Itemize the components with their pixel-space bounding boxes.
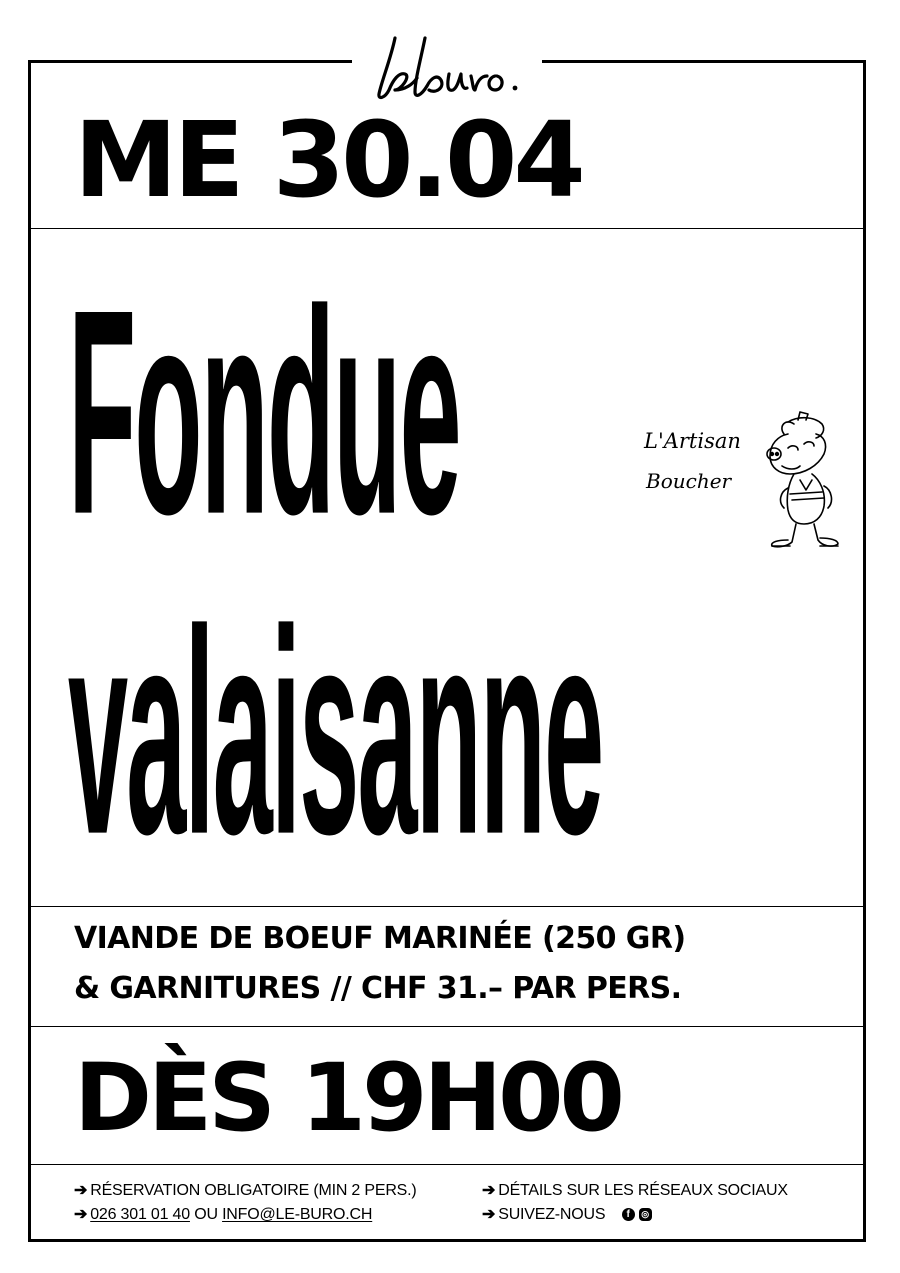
event-time: DÈS 19H00: [74, 1044, 621, 1153]
arrow-icon: ➔: [74, 1182, 88, 1199]
facebook-icon[interactable]: f: [622, 1208, 635, 1221]
event-description-line-1: VIANDE DE BOEUF MARINÉE (250 GR): [74, 921, 686, 956]
partner-name-line-2: Boucher: [646, 469, 732, 493]
event-title-line-2: valaisanne: [68, 570, 603, 896]
butcher-partner-logo: [638, 408, 848, 558]
event-description-line-2: & GARNITURES // CHF 31.– PAR PERS.: [74, 971, 682, 1006]
arrow-icon: ➔: [74, 1206, 88, 1223]
arrow-icon: ➔: [482, 1182, 496, 1199]
partner-name-line-1: L'Artisan: [644, 429, 741, 453]
phone-link[interactable]: 026 301 01 40: [90, 1206, 190, 1223]
divider-footer: [31, 1164, 863, 1165]
pig-butcher-illustration: [767, 412, 838, 547]
instagram-icon[interactable]: ◎: [639, 1208, 652, 1221]
event-title-line-1: Fondue: [68, 250, 460, 576]
email-link[interactable]: INFO@LE-BURO.CH: [222, 1206, 373, 1223]
footer-reservation: [74, 1183, 417, 1199]
or-text: OU: [194, 1206, 218, 1223]
footer-details: [482, 1183, 788, 1199]
divider-middle: [31, 906, 863, 907]
divider-lower: [31, 1026, 863, 1027]
logo-signature: [365, 28, 545, 108]
details-text: DÉTAILS SUR LES RÉSEAUX SOCIAUX: [498, 1182, 788, 1199]
divider-top: [31, 228, 863, 229]
arrow-icon: ➔: [482, 1206, 496, 1223]
footer-follow: [482, 1207, 652, 1223]
follow-text: SUIVEZ-NOUS: [498, 1206, 606, 1223]
event-date: ME 30.04: [74, 99, 582, 221]
reservation-text: RÉSERVATION OBLIGATOIRE (MIN 2 PERS.): [90, 1182, 417, 1199]
footer-contact: [74, 1207, 372, 1223]
